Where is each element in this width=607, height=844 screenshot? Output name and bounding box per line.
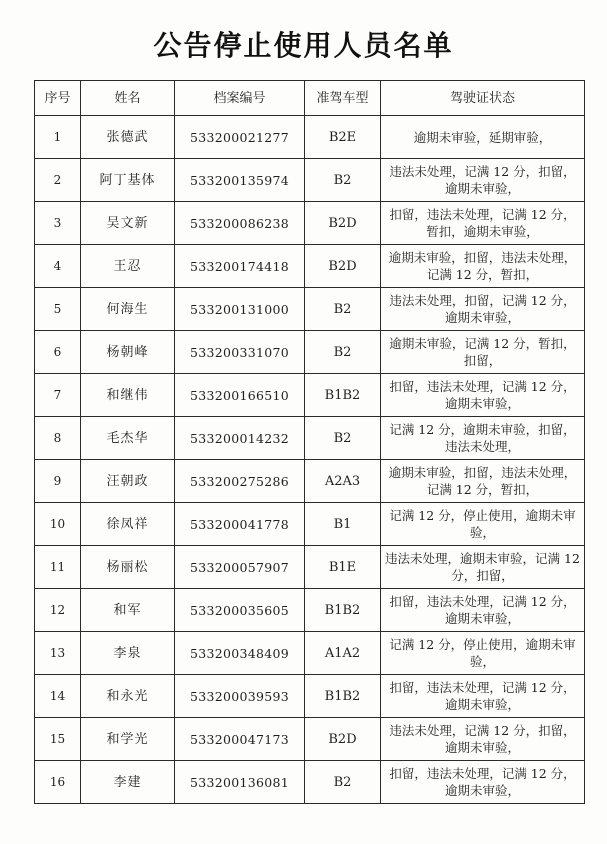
cell-index: 10	[35, 503, 81, 546]
cell-name: 和永光	[81, 675, 175, 718]
cell-file-number: 533200041778	[175, 503, 305, 546]
cell-file-number: 533200047173	[175, 718, 305, 761]
cell-file-number: 533200035605	[175, 589, 305, 632]
suspended-persons-table	[34, 80, 585, 804]
cell-name: 王忍	[81, 245, 175, 288]
table-row	[35, 632, 585, 675]
header-name: 姓名	[81, 81, 175, 116]
cell-vehicle-type: B2D	[305, 245, 381, 288]
cell-index: 9	[35, 460, 81, 503]
cell-vehicle-type: B2D	[305, 202, 381, 245]
header-file-number: 档案编号	[175, 81, 305, 116]
table-row	[35, 589, 585, 632]
table-row	[35, 159, 585, 202]
table-row	[35, 417, 585, 460]
cell-license-status: 扣留，违法未处理，记满 12 分，逾期未审验，	[381, 761, 585, 804]
cell-index: 11	[35, 546, 81, 589]
cell-name: 和军	[81, 589, 175, 632]
cell-license-status: 逾期未审验，记满 12 分，暂扣，扣留，	[381, 331, 585, 374]
cell-file-number: 533200135974	[175, 159, 305, 202]
cell-file-number: 533200014232	[175, 417, 305, 460]
cell-license-status: 逾期未审验，延期审验，	[381, 116, 585, 159]
header-license-status: 驾驶证状态	[381, 81, 585, 116]
cell-name: 毛杰华	[81, 417, 175, 460]
cell-name: 李泉	[81, 632, 175, 675]
table-row	[35, 460, 585, 503]
cell-vehicle-type: B1	[305, 503, 381, 546]
cell-vehicle-type: B1E	[305, 546, 381, 589]
cell-name: 徐凤祥	[81, 503, 175, 546]
table-row	[35, 245, 585, 288]
cell-vehicle-type: B2	[305, 417, 381, 460]
table-body	[35, 116, 585, 804]
table-row	[35, 675, 585, 718]
cell-name: 李建	[81, 761, 175, 804]
cell-name: 阿丁基体	[81, 159, 175, 202]
cell-name: 杨朝峰	[81, 331, 175, 374]
cell-file-number: 533200057907	[175, 546, 305, 589]
cell-vehicle-type: B2D	[305, 718, 381, 761]
cell-index: 2	[35, 159, 81, 202]
cell-index: 16	[35, 761, 81, 804]
cell-vehicle-type: B1B2	[305, 589, 381, 632]
page-title: 公告停止使用人员名单	[153, 29, 454, 62]
cell-vehicle-type: B2	[305, 331, 381, 374]
cell-license-status: 记满 12 分，停止使用，逾期未审验，	[381, 632, 585, 675]
cell-license-status: 扣留，违法未处理，记满 12 分，逾期未审验，	[381, 589, 585, 632]
table-row	[35, 546, 585, 589]
cell-license-status: 违法未处理，逾期未审验，记满 12 分，扣留，	[381, 546, 585, 589]
cell-index: 14	[35, 675, 81, 718]
cell-index: 4	[35, 245, 81, 288]
cell-file-number: 533200086238	[175, 202, 305, 245]
table-row	[35, 288, 585, 331]
cell-license-status: 违法未处理，记满 12 分，扣留，逾期未审验，	[381, 718, 585, 761]
cell-name: 何海生	[81, 288, 175, 331]
cell-name: 吴文新	[81, 202, 175, 245]
header-index: 序号	[35, 81, 81, 116]
cell-vehicle-type: A1A2	[305, 632, 381, 675]
cell-file-number: 533200166510	[175, 374, 305, 417]
table-header-row	[35, 81, 585, 116]
cell-vehicle-type: B2	[305, 159, 381, 202]
cell-file-number: 533200275286	[175, 460, 305, 503]
cell-license-status: 扣留，违法未处理，记满 12 分，逾期未审验，	[381, 675, 585, 718]
cell-license-status: 违法未处理，扣留，记满 12 分，逾期未审验，	[381, 288, 585, 331]
cell-file-number: 533200348409	[175, 632, 305, 675]
table-row	[35, 202, 585, 245]
cell-vehicle-type: A2A3	[305, 460, 381, 503]
cell-file-number: 533200136081	[175, 761, 305, 804]
cell-index: 5	[35, 288, 81, 331]
cell-index: 3	[35, 202, 81, 245]
cell-index: 7	[35, 374, 81, 417]
cell-license-status: 逾期未审验，扣留，违法未处理，记满 12 分，暂扣，	[381, 460, 585, 503]
cell-license-status: 违法未处理，记满 12 分，扣留，逾期未审验，	[381, 159, 585, 202]
cell-name: 汪朝政	[81, 460, 175, 503]
cell-file-number: 533200021277	[175, 116, 305, 159]
cell-vehicle-type: B1B2	[305, 374, 381, 417]
cell-index: 13	[35, 632, 81, 675]
cell-license-status: 记满 12 分，停止使用，逾期未审验，	[381, 503, 585, 546]
cell-index: 1	[35, 116, 81, 159]
cell-vehicle-type: B2E	[305, 116, 381, 159]
cell-name: 和学光	[81, 718, 175, 761]
table-row	[35, 374, 585, 417]
cell-name: 张德武	[81, 116, 175, 159]
cell-file-number: 533200174418	[175, 245, 305, 288]
header-vehicle-type: 准驾车型	[305, 81, 381, 116]
cell-index: 12	[35, 589, 81, 632]
cell-name: 和继伟	[81, 374, 175, 417]
cell-name: 杨丽松	[81, 546, 175, 589]
table-row	[35, 116, 585, 159]
cell-index: 6	[35, 331, 81, 374]
table-row	[35, 331, 585, 374]
cell-index: 8	[35, 417, 81, 460]
cell-license-status: 记满 12 分，逾期未审验，扣留，违法未处理，	[381, 417, 585, 460]
table-row	[35, 718, 585, 761]
cell-license-status: 逾期未审验，扣留，违法未处理，记满 12 分，暂扣，	[381, 245, 585, 288]
cell-file-number: 533200131000	[175, 288, 305, 331]
cell-file-number: 533200039593	[175, 675, 305, 718]
cell-license-status: 扣留，违法未处理，记满 12 分，暂扣，逾期未审验，	[381, 202, 585, 245]
table-row	[35, 761, 585, 804]
table-row	[35, 503, 585, 546]
cell-license-status: 扣留，违法未处理，记满 12 分，逾期未审验，	[381, 374, 585, 417]
cell-vehicle-type: B1B2	[305, 675, 381, 718]
cell-file-number: 533200331070	[175, 331, 305, 374]
cell-vehicle-type: B2	[305, 288, 381, 331]
cell-vehicle-type: B2	[305, 761, 381, 804]
cell-index: 15	[35, 718, 81, 761]
